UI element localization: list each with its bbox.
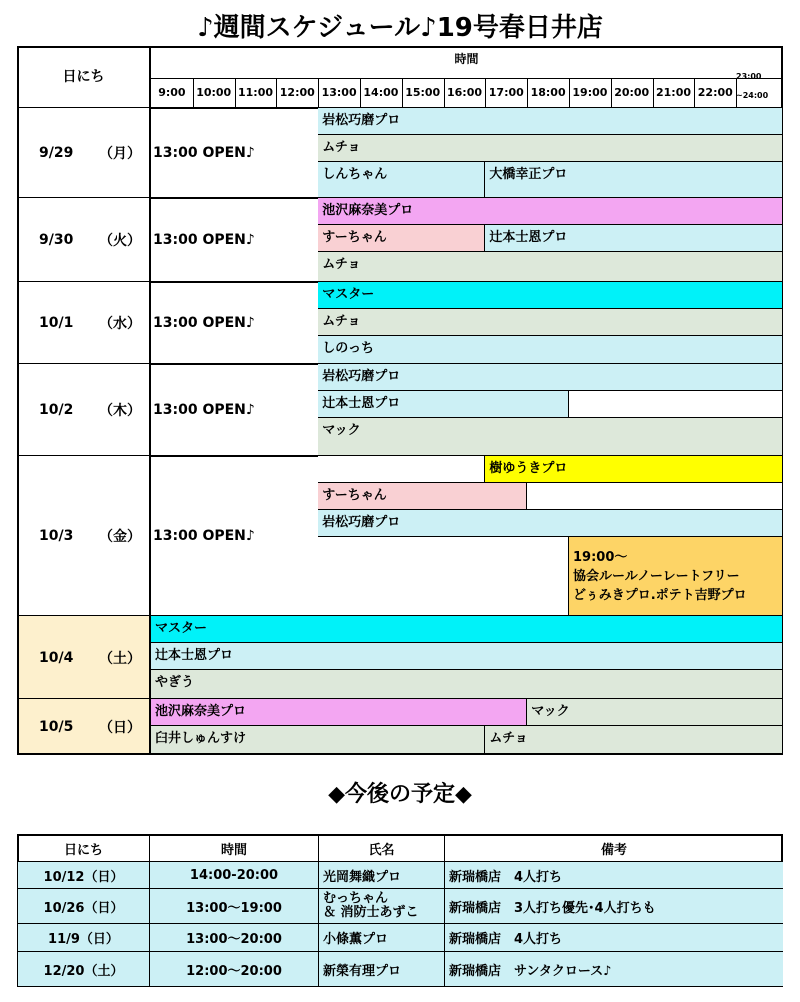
hour-tick: 18:00 <box>530 86 566 99</box>
hour-divider <box>360 78 361 108</box>
future-header-cell: 氏名 <box>368 842 395 858</box>
future-row-cell: 13:00～19:00 <box>150 889 318 923</box>
shift-note-line: 協会ルールノーレートフリー <box>573 568 740 584</box>
shift-bar: 辻本士恩プロ <box>318 391 569 418</box>
day-of-week: （木） <box>99 403 141 419</box>
shift-bar: やぎう <box>151 670 783 699</box>
header-time-label: 時間 <box>454 52 479 66</box>
shift-bar: ムチョ <box>485 726 783 754</box>
hour-tick: 17:00 <box>488 86 524 99</box>
shift-bar: すーちゃん <box>318 483 527 510</box>
shift-bar: 岩松巧磨プロ <box>318 108 783 135</box>
late-bottom-label: ~24:00 <box>736 91 769 100</box>
shift-bar: ムチョ <box>318 309 783 336</box>
day-date-cell <box>19 282 149 364</box>
future-row-cell: 11/9（日） <box>18 924 149 951</box>
shift-bar: ムチョ <box>318 252 783 282</box>
hour-tick: 22:00 <box>697 86 733 99</box>
shift-bar <box>569 391 783 418</box>
day-date: 10/3 <box>39 528 74 544</box>
future-row-cell: 新瑞橋店 サンタクロース♪ <box>445 952 783 986</box>
future-row-cell: 光岡舞織プロ <box>319 862 444 888</box>
day-date-cell <box>19 108 149 198</box>
day-open-label: 13:00 OPEN♪ <box>153 528 255 544</box>
future-row-cell: 新榮有理プロ <box>319 952 444 986</box>
hour-tick: 20:00 <box>614 86 650 99</box>
hour-divider <box>569 78 570 108</box>
day-divider <box>17 753 783 755</box>
shift-bar: 大橋幸正プロ <box>485 162 783 198</box>
day-date: 9/29 <box>39 145 74 161</box>
day-date: 10/1 <box>39 315 74 331</box>
shift-bar: 樹ゆうきプロ <box>485 456 783 483</box>
shift-bar: マスター <box>151 616 783 643</box>
hour-divider <box>318 78 319 108</box>
shift-bar: 辻本士恩プロ <box>151 643 783 670</box>
future-row-cell: 新瑞橋店 3人打ち優先･4人打ちも <box>445 889 783 923</box>
hour-tick: 11:00 <box>237 86 273 99</box>
hour-tick: 9:00 <box>158 86 186 99</box>
day-of-week: （火） <box>99 233 141 249</box>
shift-bar <box>318 537 569 616</box>
future-row-cell <box>319 889 444 923</box>
header-date-label: 日にち <box>62 69 105 85</box>
future-row-cell: 14:00-20:00 <box>150 862 318 888</box>
day-date-cell <box>19 456 149 616</box>
shift-bar <box>569 537 783 616</box>
day-date-cell <box>19 198 149 282</box>
day-date: 10/4 <box>39 649 74 666</box>
shift-bar: マスター <box>318 282 783 309</box>
day-open-label: 13:00 OPEN♪ <box>153 315 255 331</box>
future-row-cell: 小條薫プロ <box>319 924 444 951</box>
page-title: ♪週間スケジュール♪19号春日井店 <box>197 13 603 43</box>
shift-bar: マック <box>318 418 783 456</box>
shift-bar <box>318 456 485 483</box>
hour-divider <box>193 78 194 108</box>
shift-bar: すーちゃん <box>318 225 485 252</box>
future-schedule-title: ◆今後の予定◆ <box>328 782 472 807</box>
hour-divider <box>694 78 695 108</box>
day-date: 10/2 <box>39 402 74 418</box>
day-of-week: （金） <box>99 529 141 545</box>
shift-note-line: どぅみきプロ.ポテト吉野プロ <box>573 587 747 603</box>
hour-tick: 19:00 <box>572 86 608 99</box>
day-date-cell <box>19 616 149 699</box>
shift-bar: ムチョ <box>318 135 783 162</box>
hour-divider <box>485 78 486 108</box>
hour-tick: 14:00 <box>363 86 399 99</box>
hour-divider <box>235 78 236 108</box>
hour-tick: 21:00 <box>655 86 691 99</box>
shift-bar: 臼井しゅんすけ <box>151 726 485 754</box>
hour-divider <box>527 78 528 108</box>
day-date: 9/30 <box>39 232 74 248</box>
shift-bar: 池沢麻奈美プロ <box>151 699 527 726</box>
shift-note-line: 19:00～ <box>573 549 628 565</box>
future-row-cell: 13:00～20:00 <box>150 924 318 951</box>
day-open-label: 13:00 OPEN♪ <box>153 232 255 248</box>
future-row-cell: 12:00～20:00 <box>150 952 318 986</box>
shift-bar <box>527 483 783 510</box>
hour-tick: 12:00 <box>279 86 315 99</box>
hour-divider <box>402 78 403 108</box>
future-row-cell: 10/12（日） <box>18 862 149 888</box>
day-of-week: （水） <box>99 316 141 332</box>
shift-bar: 岩松巧磨プロ <box>318 510 783 537</box>
day-open-label: 13:00 OPEN♪ <box>153 145 255 161</box>
day-date-cell <box>19 364 149 456</box>
late-top-label: 23:00 <box>736 72 762 81</box>
future-row-cell: 12/20（土） <box>18 952 149 986</box>
day-open-label: 13:00 OPEN♪ <box>153 402 255 418</box>
hour-tick: 10:00 <box>196 86 232 99</box>
shift-bar: 辻本士恩プロ <box>485 225 783 252</box>
shift-bar: 岩松巧磨プロ <box>318 364 783 391</box>
hour-divider <box>444 78 445 108</box>
hour-tick: 16:00 <box>446 86 482 99</box>
shift-bar: しのっち <box>318 336 783 364</box>
future-name-line: むっちゃん <box>323 891 389 906</box>
shift-bar: しんちゃん <box>318 162 485 198</box>
day-of-week: （月） <box>99 146 141 162</box>
day-date: 10/5 <box>39 718 74 735</box>
hour-divider <box>653 78 654 108</box>
future-name-line: ＆ 消防士あずこ <box>323 905 419 920</box>
future-header-cell: 備考 <box>600 842 627 858</box>
future-row-cell: 10/26（日） <box>18 889 149 923</box>
hour-divider <box>276 78 277 108</box>
header-time-divider <box>150 78 783 79</box>
shift-bar: マック <box>527 699 783 726</box>
shift-bar: 池沢麻奈美プロ <box>318 198 783 225</box>
future-header-cell: 日にち <box>63 842 103 858</box>
hour-tick: 13:00 <box>321 86 357 99</box>
day-of-week: （日） <box>99 719 141 736</box>
hour-tick: 15:00 <box>405 86 441 99</box>
future-row-cell: 新瑞橋店 4人打ち <box>445 862 783 888</box>
day-of-week: （土） <box>99 650 141 667</box>
future-header-cell: 時間 <box>220 842 247 858</box>
hour-divider <box>611 78 612 108</box>
day-date-cell <box>19 699 149 754</box>
future-row-cell: 新瑞橋店 4人打ち <box>445 924 783 951</box>
